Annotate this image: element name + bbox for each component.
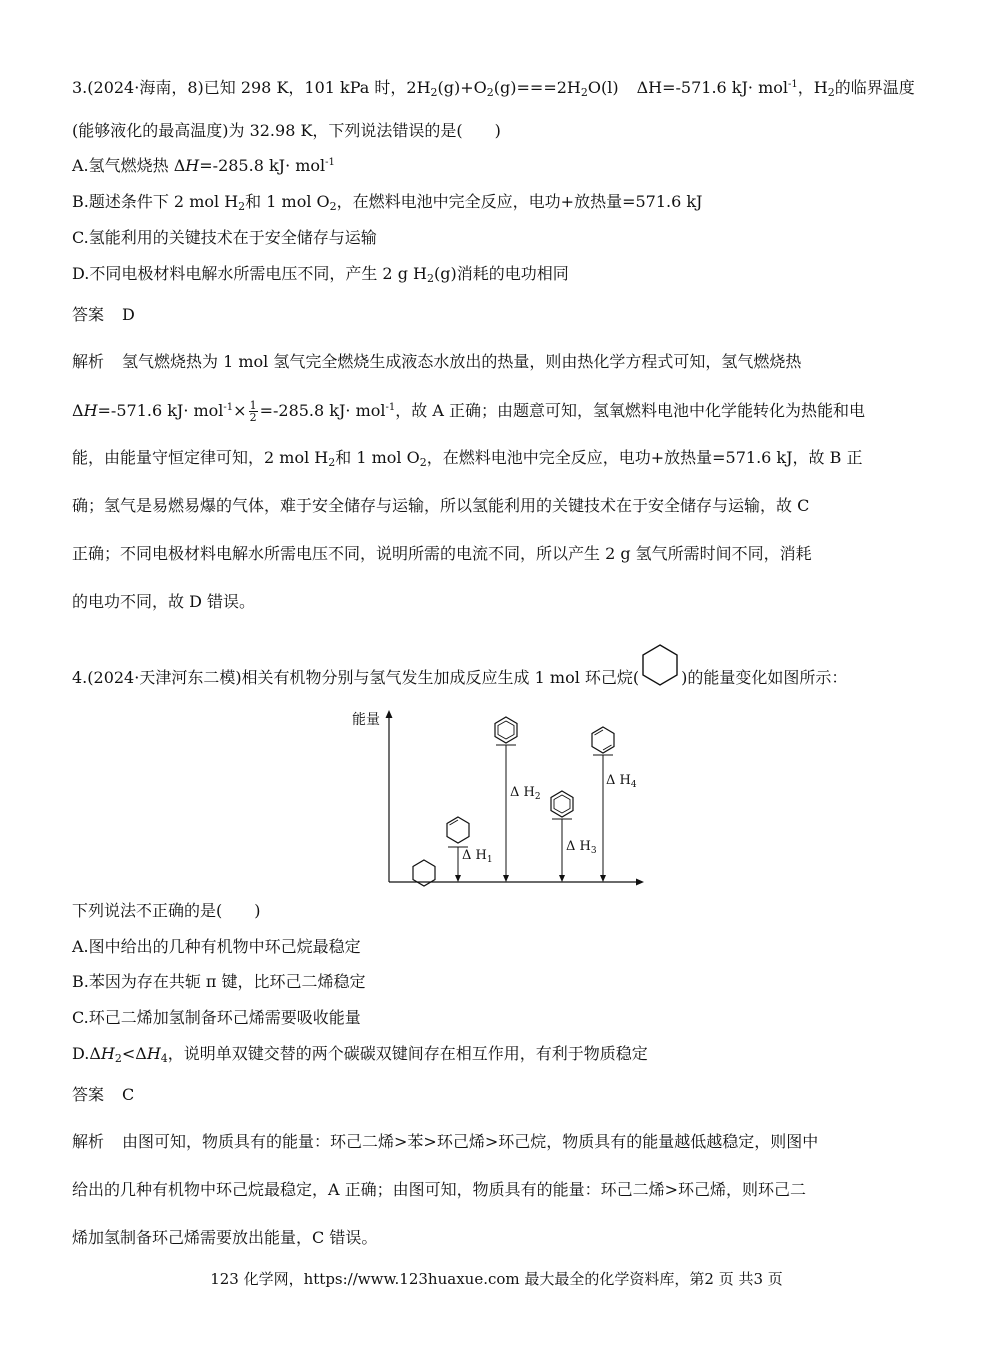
cyclohexadiene-molecule-icon [592,727,614,753]
q4-option-d: $D.\Delta H_2<\Delta H_4$，说明单双键交替的两个碳碳双键间存在相互作用，有利于物质稳定 [72,1044,648,1065]
page-footer: 123 化学网，https://www.123huaxue.com 最大最全的化学资料库，第2 页 共3 页 [210,1270,783,1288]
q3-explanation-line2: ΔH=-571.6 kJ· mol$^{-1}$× $\frac{1}{2}$ =-285.8 kJ· mol$^{-1}$，故 A 正确；由题意可知，氢氧燃料电池中化学能转化为热能和电 [72,399,865,424]
q4-explanation-line3: 烯加氢制备环己烯需要放出能量，C 错误。 [72,1228,378,1247]
delta-h4-arrowhead-icon [600,875,606,882]
q3-option-a: A.氢气燃烧热 ΔH=-285.8 kJ· mol$^{-1}$ [72,156,335,175]
q3-explanation-line6: 的电功不同，故 D 错误。 [72,592,256,611]
benzene-molecule-lower-icon [551,791,573,817]
cyclohexene-molecule-icon [447,817,469,843]
q3-option-d: D.不同电极材料电解水所需电压不同，产生 2 g $H_2(g)$消耗的电功相同 [72,264,569,285]
fraction-one-half: $\frac{1}{2}$ [249,399,257,424]
q4-question: 下列说法不正确的是( ) [72,901,261,920]
q4-option-b: B.苯因为存在共轭 π 键，比环己二烯稳定 [72,972,366,991]
delta-h2-arrowhead-icon [503,875,509,882]
delta-h3-label: Δ $H_3$ [566,839,597,856]
delta-h1-arrowhead-icon [455,875,461,882]
q3-stem-line1: 3.(2024·海南，8)已知 298 K，101 kPa 时，$2H_2(g)+O_2(g)===2H_2O(l)$ ΔH=-571.6 kJ· mol$^{-1}$，$H_2$的临界温度 [72,78,915,99]
q3-option-c: C.氢能利用的关键技术在于安全储存与运输 [72,228,377,247]
delta-h3-arrowhead-icon [559,875,565,882]
delta-h4-label: Δ $H_4$ [606,773,637,790]
cyclohexane-structure-icon [639,641,681,697]
cyclohexane-inline-icon [639,669,681,689]
q4-explanation-line2: 给出的几种有机物中环己烷最稳定，A 正确；由图可知，物质具有的能量：环己二烯>环己烯，则环己二 [72,1180,807,1199]
q3-explanation-line5: 正确；不同电极材料电解水所需电压不同，说明所需的电流不同，所以产生 2 g 氢气所需时间不同，消耗 [72,544,812,563]
q3-explanation-line1: 解析 氢气燃烧热为 1 mol 氢气完全燃烧生成液态水放出的热量，则由热化学方程式可知，氢气燃烧热 [72,352,802,371]
x-axis-arrow-icon [636,879,644,886]
delta-h2-label: Δ $H_2$ [510,785,541,802]
q4-option-a: A.图中给出的几种有机物中环己烷最稳定 [72,937,361,956]
y-axis-arrow-icon [386,710,393,718]
q4-answer: 答案 C [72,1085,135,1104]
q4-explanation-line1: 解析 由图可知，物质具有的能量：环己二烯>苯>环己烯>环己烷，物质具有的能量越低越稳定，则图中 [72,1132,819,1151]
q4-option-c: C.环己二烯加氢制备环己烯需要吸收能量 [72,1008,361,1027]
q3-explanation-line3: 能，由能量守恒定律可知，2 mol $H_2$和 1 mol $O_2$，在燃料电池中完全反应，电功+放热量=571.6 kJ，故 B 正 [72,448,863,469]
q3-answer: 答案 D [72,305,135,324]
benzene-molecule-icon [495,717,517,743]
q3-explanation-line4: 确；氢气是易燃易爆的气体，难于安全储存与运输，所以氢能利用的关键技术在于安全储存与运输，故 C [72,496,810,515]
delta-h1-label: Δ $H_1$ [462,848,493,865]
q3-option-b: B.题述条件下 2 mol $H_2$和 1 mol $O_2$，在燃料电池中完全反应，电功+放热量=571.6 kJ [72,192,703,213]
q4-stem-line1: 4.(2024·天津河东二模)相关有机物分别与氢气发生加成反应生成 1 mol 环己烷( )的能量变化如图所示： [72,668,847,689]
energy-axis-label: 能量 [352,712,380,728]
energy-diagram [340,704,660,894]
q3-stem-line2: (能够液化的最高温度)为 32.98 K，下列说法错误的是( ) [72,121,501,140]
